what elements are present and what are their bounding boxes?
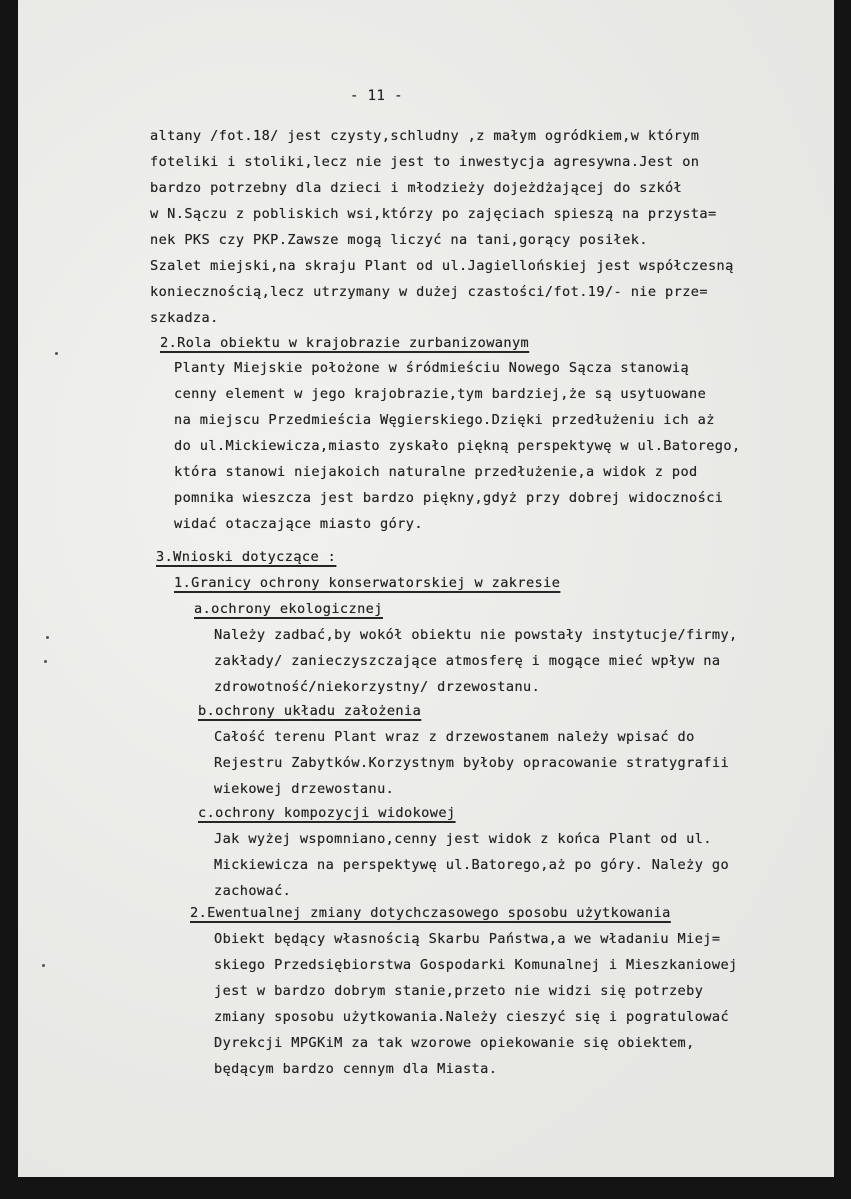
item-a-heading: a.ochrony ekologicznej (194, 601, 383, 617)
subsection-2-line: Obiekt będący własnością Skarbu Państwa,a we władaniu Miej= (214, 931, 721, 947)
intro-line: altany /fot.18/ jest czysty,schludny ,z małym ogródkiem,w którym (150, 128, 700, 144)
item-b-line: Rejestru Zabytków.Korzystnym byłoby opracowanie stratygrafii (214, 755, 730, 771)
page-number: - 11 - (350, 88, 403, 104)
intro-line: szkadza. (150, 310, 219, 326)
intro-line: bardzo potrzebny dla dzieci i młodzieży dojeżdżającej do szkół (150, 180, 683, 196)
intro-line: Szalet miejski,na skraju Plant od ul.Jagiellońskiej jest współczesną (150, 258, 734, 274)
item-a-line: Należy zadbać,by wokół obiektu nie powstały instytucje/firmy, (214, 627, 738, 643)
subsection-2-line: skiego Przedsiębiorstwa Gospodarki Komunalnej i Mieszkaniowej (214, 957, 738, 973)
section-2-line: cenny element w jego krajobrazie,tym bardziej,że są usytuowane (174, 386, 707, 402)
subsection-2-line: Dyrekcji MPGKiM za tak wzorowe opiekowanie się obiektem, (214, 1035, 695, 1051)
item-c-line: Jak wyżej wspomniano,cenny jest widok z końca Plant od ul. (214, 831, 712, 847)
item-a-line: zakłady/ zanieczyszczające atmosferę i mogące mieć wpływ na (214, 653, 721, 669)
item-a-line: zdrowotność/niekorzystny/ drzewostanu. (214, 679, 541, 695)
intro-line: w N.Sączu z pobliskich wsi,którzy po zajęciach spieszą na przysta= (150, 206, 717, 222)
section-2-line: która stanowi niejakoich naturalne przedłużenie,a widok z pod (174, 464, 698, 480)
section-2-line: do ul.Mickiewicza,miasto zyskało piękną perspektywę w ul.Batorego, (174, 438, 741, 454)
scan-speck (46, 636, 49, 639)
section-2-line: Planty Miejskie położone w śródmieściu Nowego Sącza stanowią (174, 360, 690, 376)
subsection-2-heading: 2.Ewentualnej zmiany dotychczasowego sposobu użytkowania (190, 905, 671, 921)
section-3-heading: 3.Wnioski dotyczące : (156, 549, 337, 565)
item-c-heading: c.ochrony kompozycji widokowej (198, 805, 456, 821)
subsection-2-line: jest w bardzo dobrym stanie,przeto nie widzi się potrzeby (214, 983, 704, 999)
subsection-2-line: będącym bardzo cennym dla Miasta. (214, 1061, 498, 1077)
intro-line: koniecznością,lecz utrzymany w dużej czastości/fot.19/- nie prze= (150, 284, 708, 300)
item-b-heading: b.ochrony układu założenia (198, 703, 422, 719)
scan-speck (44, 660, 47, 663)
section-2-heading: 2.Rola obiektu w krajobrazie zurbanizowanym (160, 335, 530, 351)
scan-speck (55, 352, 58, 355)
subsection-1-heading: 1.Granicy ochrony konserwatorskiej w zakresie (174, 575, 561, 591)
item-c-line: Mickiewicza na perspektywę ul.Batorego,aż po góry. Należy go (214, 857, 730, 873)
intro-line: foteliki i stoliki,lecz nie jest to inwestycja agresywna.Jest on (150, 154, 700, 170)
subsection-2-line: zmiany sposobu użytkowania.Należy cieszyć się i pogratulować (214, 1009, 730, 1025)
document-page (18, 0, 834, 1177)
section-2-line: na miejscu Przedmieścia Węgierskiego.Dzięki przedłużeniu ich aż (174, 412, 715, 428)
scan-speck (42, 964, 45, 967)
item-c-line: zachować. (214, 883, 292, 899)
item-b-line: wiekowej drzewostanu. (214, 781, 395, 797)
intro-line: nek PKS czy PKP.Zawsze mogą liczyć na tani,gorący posiłek. (150, 232, 648, 248)
section-2-line: widać otaczające miasto góry. (174, 516, 423, 532)
item-b-line: Całość terenu Plant wraz z drzewostanem należy wpisać do (214, 729, 695, 745)
section-2-line: pomnika wieszcza jest bardzo piękny,gdyż przy dobrej widoczności (174, 490, 724, 506)
